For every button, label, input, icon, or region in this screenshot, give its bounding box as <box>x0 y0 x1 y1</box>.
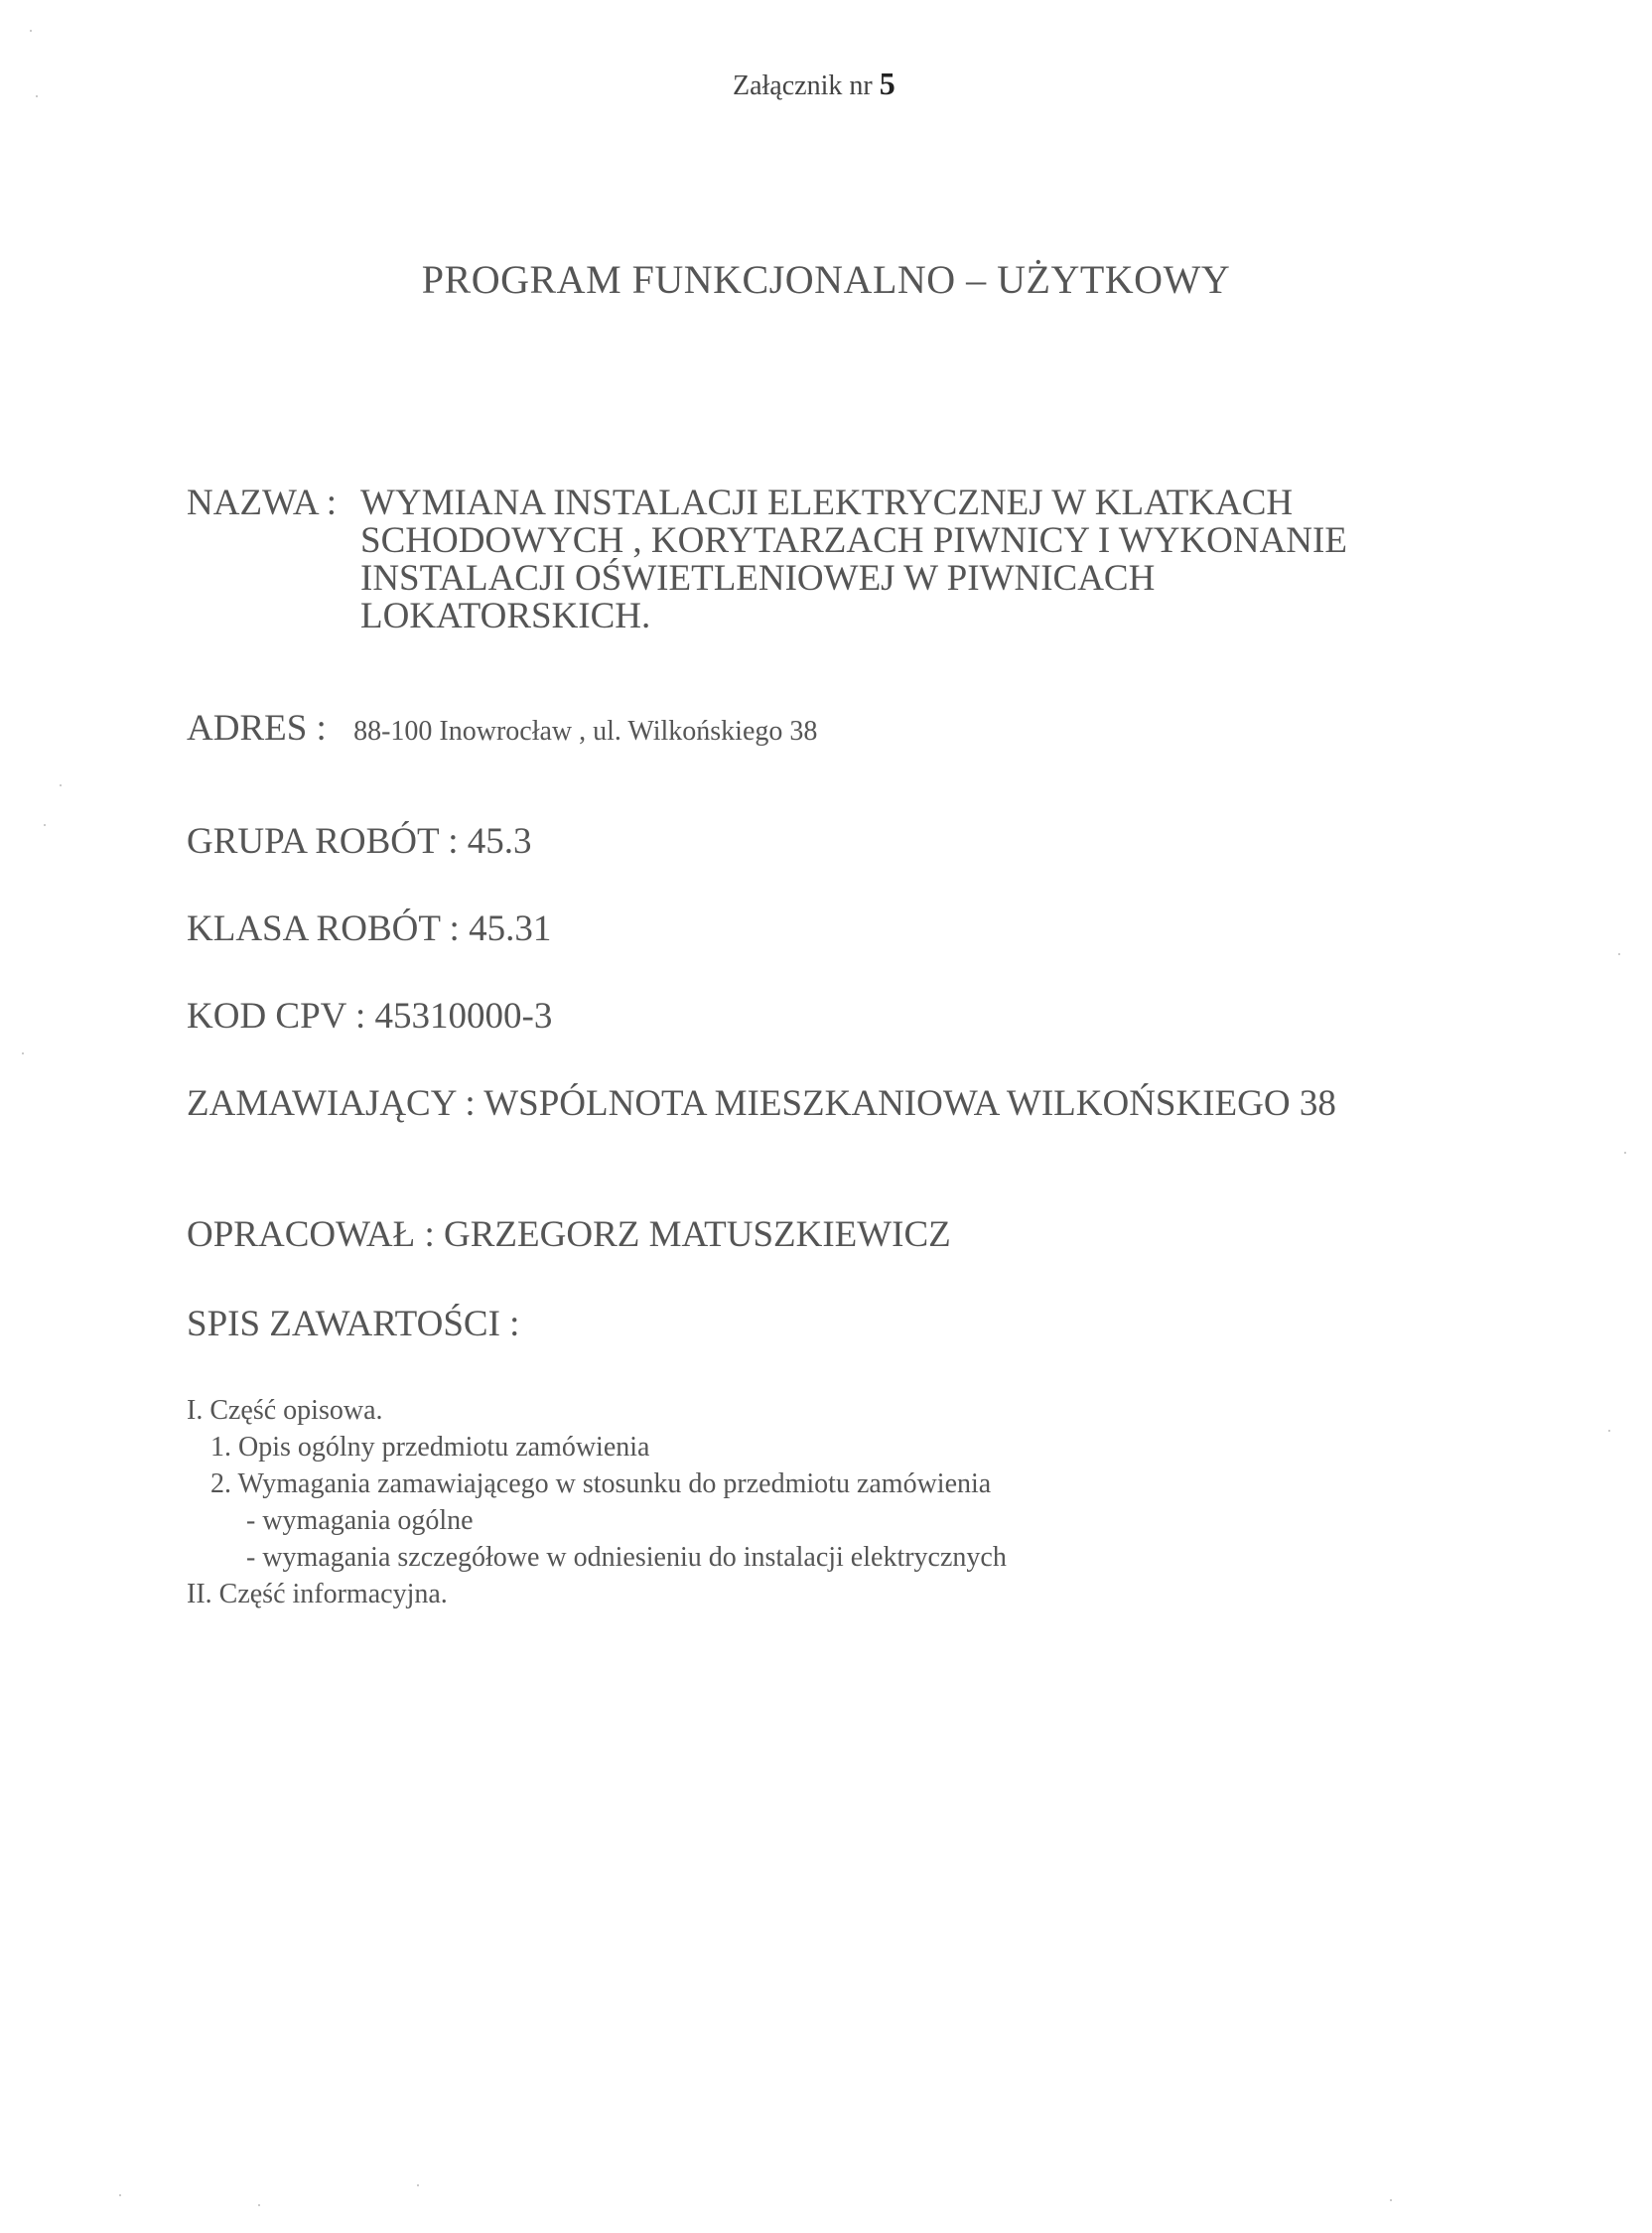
address-field <box>187 707 817 750</box>
scan-speckle <box>36 95 38 97</box>
client-field <box>187 1082 1336 1125</box>
list-item: - wymagania szczegółowe w odniesieniu do instalacji elektrycznych <box>246 1542 1007 1573</box>
name-line: INSTALACJI OŚWIETLENIOWEJ W PIWNICACH <box>360 558 1156 599</box>
list-item: I. Część opisowa. <box>187 1395 383 1426</box>
work-class-field <box>187 907 551 950</box>
author-field <box>187 1213 951 1256</box>
scan-speckle <box>417 2184 419 2186</box>
scan-speckle <box>1390 2199 1392 2201</box>
scan-speckle <box>1618 953 1620 955</box>
author-label: OPRACOWAŁ : <box>187 1214 435 1255</box>
scan-speckle <box>119 2194 121 2196</box>
work-class-value: 45.31 <box>469 908 552 949</box>
name-value <box>360 485 1353 635</box>
cpv-code-field <box>187 995 552 1038</box>
name-line: SCHODOWYCH , KORYTARZACH PIWNICY I WYKONANIE <box>360 520 1347 561</box>
scan-speckle <box>1608 1430 1610 1432</box>
work-group-value: 45.3 <box>467 821 532 862</box>
name-line: LOKATORSKICH. <box>360 596 651 636</box>
list-item: 2. Wymagania zamawiającego w stosunku do przedmiotu zamówienia <box>210 1468 992 1499</box>
cpv-code-label: KOD CPV : <box>187 996 366 1037</box>
attachment-number: 5 <box>879 66 895 101</box>
scan-speckle <box>22 1052 24 1054</box>
attachment-text: Załącznik nr <box>733 70 873 101</box>
list-item: 1. Opis ogólny przedmiotu zamówienia <box>210 1432 650 1463</box>
scan-speckle <box>44 824 46 826</box>
address-value: 88-100 Inowrocław , ul. Wilkońskiego 38 <box>353 716 818 747</box>
contents-heading: SPIS ZAWARTOŚCI : <box>187 1304 520 1344</box>
client-label: ZAMAWIAJĄCY : <box>187 1083 476 1124</box>
scan-speckle <box>258 2204 260 2206</box>
name-line: WYMIANA INSTALACJI ELEKTRYCZNEJ W KLATKACH <box>360 483 1294 523</box>
list-item: - wymagania ogólne <box>246 1505 474 1536</box>
cpv-code-value: 45310000-3 <box>374 996 553 1037</box>
work-group-label: GRUPA ROBÓT : <box>187 821 459 862</box>
client-value: WSPÓLNOTA MIESZKANIOWA WILKOŃSKIEGO 38 <box>483 1083 1336 1124</box>
scan-speckle <box>1624 1152 1626 1154</box>
scan-speckle <box>60 784 62 786</box>
work-class-label: KLASA ROBÓT : <box>187 908 460 949</box>
list-item: II. Część informacyjna. <box>187 1579 448 1609</box>
contents-list <box>187 1392 1007 1612</box>
scan-speckle <box>30 30 32 32</box>
address-label: ADRES : <box>187 708 327 749</box>
document-title: PROGRAM FUNKCJONALNO – UŻYTKOWY <box>421 257 1231 302</box>
attachment-label <box>733 66 895 102</box>
author-value: GRZEGORZ MATUSZKIEWICZ <box>444 1214 951 1255</box>
name-label: NAZWA : <box>187 483 338 523</box>
work-group-field <box>187 820 532 863</box>
